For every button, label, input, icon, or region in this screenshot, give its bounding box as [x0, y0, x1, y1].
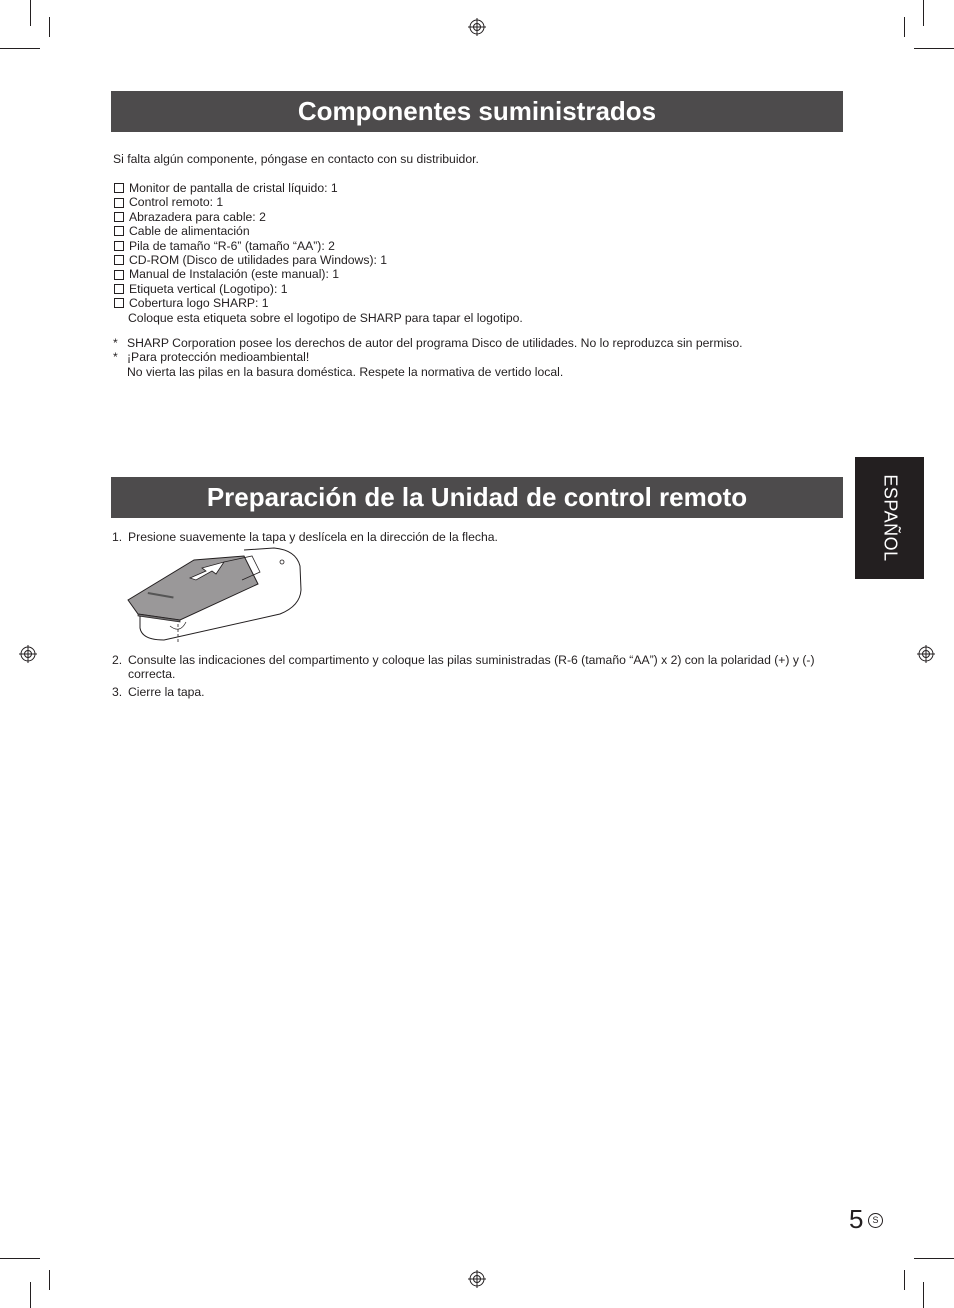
crop-mark	[923, 1282, 924, 1308]
step-1: 1. Presione suavemente la tapa y deslícela en la dirección de la flecha.	[112, 530, 498, 544]
checkbox-icon	[114, 270, 124, 280]
language-tab-label: ESPAÑOL	[880, 474, 900, 562]
checkbox-icon	[114, 198, 124, 208]
registration-mark-icon	[917, 645, 935, 663]
checkbox-icon	[114, 298, 124, 308]
step-3: 3. Cierre la tapa.	[112, 685, 205, 699]
section-title-preparacion: Preparación de la Unidad de control remoto	[111, 477, 843, 518]
checkbox-icon	[114, 183, 124, 193]
crop-mark	[914, 1258, 954, 1259]
page-suffix-badge: S	[868, 1213, 883, 1228]
list-item: Cobertura logo SHARP: 1	[113, 296, 523, 310]
list-item: Cable de alimentación	[113, 224, 523, 238]
components-list	[113, 181, 523, 325]
crop-mark	[914, 48, 954, 49]
list-item: Pila de tamaño “R-6” (tamaño “AA”): 2	[113, 239, 523, 253]
checkbox-icon	[114, 212, 124, 222]
crop-mark	[0, 1258, 40, 1259]
list-item: Monitor de pantalla de cristal líquido: 1	[113, 181, 523, 195]
crop-mark	[904, 17, 905, 37]
list-item: Abrazadera para cable: 2	[113, 210, 523, 224]
registration-mark-icon	[468, 18, 486, 36]
crop-mark	[49, 17, 50, 37]
list-item: Manual de Instalación (este manual): 1	[113, 267, 523, 281]
note: * ¡Para protección medioambiental!	[113, 350, 310, 365]
registration-mark-icon	[468, 1270, 486, 1288]
intro-text: Si falta algún componente, póngase en contacto con su distribuidor.	[113, 152, 479, 166]
section-title-componentes: Componentes suministrados	[111, 91, 843, 132]
list-item: CD-ROM (Disco de utilidades para Windows): 1	[113, 253, 523, 267]
list-item: Control remoto: 1	[113, 195, 523, 209]
language-tab	[855, 457, 924, 579]
list-item: Etiqueta vertical (Logotipo): 1	[113, 282, 523, 296]
crop-mark	[30, 0, 31, 26]
crop-mark	[30, 1282, 31, 1308]
crop-mark	[923, 0, 924, 26]
checkbox-icon	[114, 284, 124, 294]
notes	[113, 336, 743, 379]
checkbox-icon	[114, 241, 124, 251]
checkbox-icon	[114, 255, 124, 265]
crop-mark	[49, 1270, 50, 1290]
crop-mark	[904, 1270, 905, 1290]
registration-mark-icon	[19, 645, 37, 663]
note: * SHARP Corporation posee los derechos de autor del programa Disco de utilidades. No lo reproduzca sin permiso.	[113, 336, 743, 350]
item-note: Coloque esta etiqueta sobre el logotipo de SHARP para tapar el logotipo.	[128, 310, 523, 325]
page-number: 5	[849, 1204, 864, 1234]
checkbox-icon	[114, 226, 124, 236]
step-2: 2. Consulte las indicaciones del compartimento y coloque las pilas suministradas (R-6 (tamaño “AA”) x 2) con la polaridad (+) y (-) correcta.	[112, 653, 815, 682]
note-line: No vierta las pilas en la basura doméstica. Respete la normativa de vertido local.	[127, 364, 564, 379]
crop-mark	[0, 48, 40, 49]
remote-control-illustration	[124, 544, 306, 646]
